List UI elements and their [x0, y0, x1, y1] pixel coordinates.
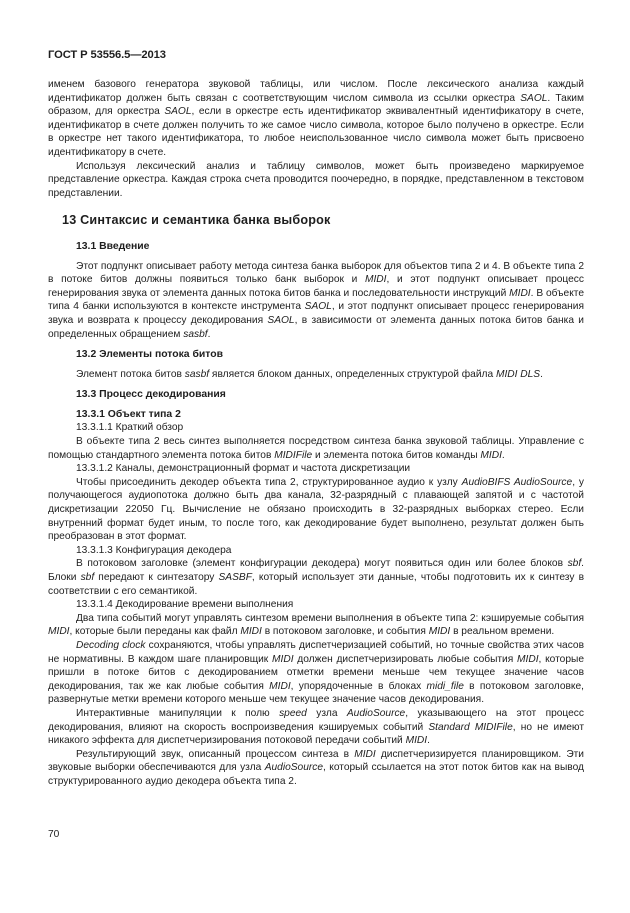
paragraph-introduction: Этот подпункт описывает работу метода синтеза банка выборок для объектов типа 2 и 4. В объекте типа 2 в потоке битов должны появиться только банк выборок и MIDI, и этот подпункт описывает процесс генерирования звука от элемента данных потока битов банка и последовательности инструкций MIDI. В объекте типа 4 банки используются в контексте инструмента SAOL, и этот подпункт описывает процесс генерирования звука и возврата к процессу декодирования SAOL, в зависимости от элемента данных потока битов банка и определенных обращением sasbf. [48, 260, 584, 340]
paragraph-interactive-speed: Интерактивные манипуляции к полю speed узла AudioSource, указывающего на этот процесс декодирования, влияют на скорость воспроизведения кэшируемых событий Standard MIDIFile, но не имеют никакого эффекта для диспетчеризирования потоковой передачи событий MIDI. [48, 707, 584, 747]
section-13-3-1-2-heading: 13.3.1.2 Каналы, демонстрационный формат и частота дискретизации [76, 463, 411, 475]
section-13-1-heading: 13.1 Введение [76, 240, 150, 252]
section-13-3-heading: 13.3 Процесс декодирования [76, 389, 226, 401]
paragraph-lexical-analysis: Используя лексический анализ и таблицу символов, может быть произведено маркируемое представление оркестра. Каждая строка счета проводится поочередно, в порядке, представленном в текстовом представлении. [48, 160, 584, 199]
paragraph-overview: В объекте типа 2 весь синтез выполняется посредством синтеза банка звуковой таблицы. Управление с помощью стандартного элемента потока битов MIDIFile и элемента потока битов команды MIDI. [48, 436, 584, 461]
section-13-3-1-4-heading: 13.3.1.4 Декодирование времени выполнения [76, 599, 294, 611]
document-body [48, 78, 584, 789]
paragraph-runtime-decoding: Два типа событий могут управлять синтезом времени выполнения в объекте типа 2: кэшируемые события MIDI, которые были переданы как файл MIDI в потоковом заголовке, и события MIDI в реальном времени. [48, 612, 584, 638]
section-13-3-1-3-heading: 13.3.1.3 Конфигурация декодера [76, 544, 232, 556]
paragraph-decoder-config: В потоковом заголовке (элемент конфигурации декодера) могут появиться один или более блоков sbf. Блоки sbf передают к синтезатору SASBF, который использует эти данные, чтобы подготовить их к синтезу в соответствии с его семантикой. [48, 558, 584, 597]
document-header-id: ГОСТ Р 53556.5—2013 [48, 49, 166, 61]
section-13-3-1-heading: 13.3.1 Объект типа 2 [76, 408, 181, 420]
paragraph-channels-format: Чтобы присоединить декодер объекта типа 2, структурированное аудио к узлу AudioBIFS AudioSource, у получающегося аудиопотока должно быть два канала, 32-разрядный с плавающей запятой и с частотой дискретизации 22050 Гц. Вычисление не обязано происходить в 32-разрядных выборках стерео. Если внутренний формат будет иным, то после того, как декодирование будет выполнено, результат должен быть преобразован в этот формат. [48, 476, 584, 543]
paragraph-bitstream-elements: Элемент потока битов sasbf является блоком данных, определенных структурой файла MIDI DLS. [76, 368, 543, 380]
section-13-2-heading: 13.2 Элементы потока битов [76, 349, 223, 361]
paragraph-decoding-clock: Decoding clock сохраняются, чтобы управлять диспетчеризацией событий, но точные свойства этих часов не нормативны. В каждом шаге планировщик MIDI должен диспетчеризировать любые события MIDI, которые пришли в потоке битов с декодированием отметки времени меньше чем текущее значение часов декодирования, так же как любые события MIDI, упорядоченные в блоках midi_file в потоковом заголовке, развернутые метки времени которого меньше чем текущее значение часов декодирования. [48, 639, 584, 706]
paragraph-identifier-binding: именем базового генератора звуковой таблицы, или числом. После лексического анализа каждый идентификатор должен быть связан с соответствующим числом символа из ссылки оркестра SAOL. Таким образом, для оркестра SAOL, если в оркестре есть идентификатор эквивалентный идентификатору в счете, идентификатор в счете должен получить то же самое число символа, которое было получено в оркестре. Если в оркестре нет такого идентификатора, то любое неиспользованное число символа может быть присвоено идентификатору в счете. [48, 79, 585, 158]
section-13-3-1-1-heading: 13.3.1.1 Краткий обзор [76, 422, 184, 434]
page-number: 70 [48, 829, 60, 840]
paragraph-resulting-sound: Результирующий звук, описанный процессом синтеза в MIDI диспетчеризируется планировщиком. Эти звуковые выборки обеспечиваются для узла AudioSource, который ссылается на этот поток битов как на вывод структурированного аудио декодера объекта типа 2. [48, 748, 584, 787]
section-13-heading: 13 Синтаксис и семантика банка выборок [62, 213, 331, 228]
